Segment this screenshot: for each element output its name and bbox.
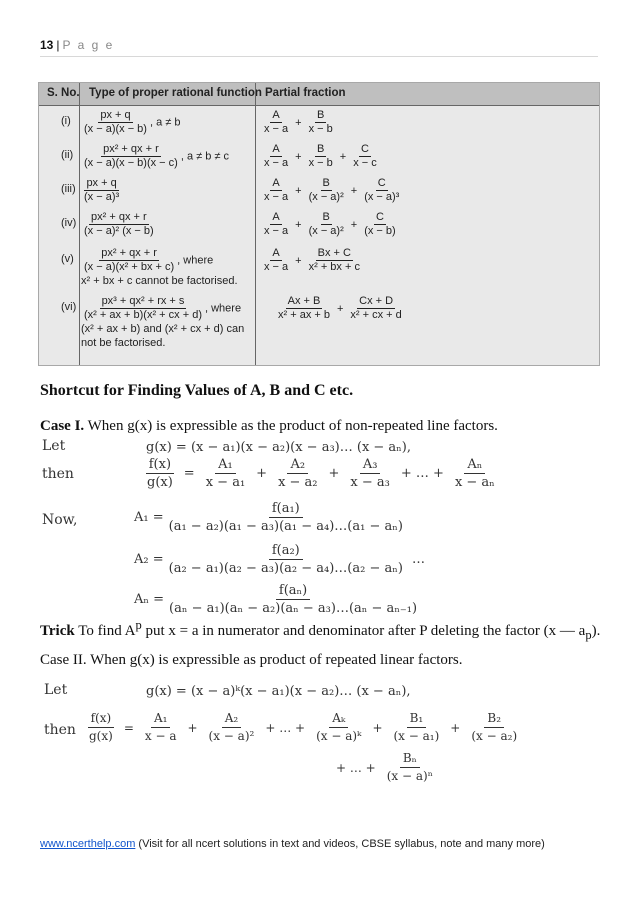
trick-text: ).	[591, 623, 601, 639]
let-expression: g(x) = (x − a)ᵏ(x − a₁)(x − a₂)… (x − aₙ),	[146, 684, 411, 699]
trick-paragraph	[40, 618, 600, 643]
col-partial: Partial fraction	[265, 87, 346, 99]
section-heading: Shortcut for Finding Values of A, B and C etc.	[40, 382, 354, 399]
pf-denominator: x − a	[264, 225, 289, 237]
An-denominator: (aₙ − a₁)(aₙ − a₂)(aₙ − a₃)…(aₙ − aₙ₋₁)	[169, 601, 418, 616]
pf-numerator: A	[272, 247, 280, 259]
numerator: px + q	[100, 109, 131, 121]
term-numerator: A₂	[222, 710, 241, 728]
header-separator: |	[56, 38, 60, 52]
pf-numerator: A	[272, 177, 280, 189]
case1-decomposition: $\frac{f(x)}{g(x)}$ = $\frac{\text{A₁}}{\text{x − a₁}}$ + $\frac{\text{A₂}}{\text{x − a₂}}$ + $\frac{\text{A₃}}{\text{x − a₃}}$ + … + $\frac{\text{Aₙ}}{\text{x − aₙ}}$	[142, 456, 500, 491]
website-link[interactable]: www.ncerthelp.com	[40, 838, 136, 850]
now-label: Now,	[42, 512, 78, 528]
condition: , where	[204, 302, 242, 315]
pf-numerator: C	[360, 143, 369, 155]
case1-paragraph	[40, 418, 498, 435]
page-footer	[40, 838, 545, 850]
pf-numerator: B	[322, 211, 330, 223]
table-divider	[79, 83, 80, 365]
case1-label: Case I.	[40, 418, 85, 434]
A2-formula	[134, 542, 425, 577]
An-numerator: f(aₙ)	[276, 582, 310, 600]
row-number: (ii)	[61, 149, 74, 161]
row-number: (iv)	[61, 217, 77, 229]
term-denominator: x − aₙ	[454, 475, 495, 490]
page-word: P a g e	[62, 38, 115, 52]
pf-numerator: A	[272, 109, 280, 121]
pf-denominator: x − a	[264, 191, 289, 203]
term-denominator: (x − a)ⁿ	[386, 769, 433, 783]
A2-numerator: f(a₂)	[269, 542, 303, 560]
denominator: (x − a)(x − b)(x − c)	[84, 157, 178, 169]
ellipsis: + … +	[400, 466, 444, 481]
lhs-denominator: g(x)	[147, 475, 173, 490]
pf-denominator: (x − a)²	[308, 225, 344, 237]
A1-lhs: A₁ =	[134, 510, 164, 525]
numerator: px³ + qx² + rx + s	[101, 295, 185, 307]
row-number: (vi)	[61, 301, 77, 313]
denominator: (x − a)² (x − b)	[84, 225, 154, 237]
term-denominator: (x − a)²	[208, 729, 255, 743]
condition: , where	[177, 254, 214, 267]
pf-denominator: x − a	[264, 261, 289, 273]
pf-numerator: C	[377, 177, 386, 189]
row-number: (i)	[61, 115, 71, 127]
term-denominator: x − a₁	[205, 475, 246, 490]
then-label: then	[44, 722, 76, 738]
pf-denominator: (x − a)²	[308, 191, 344, 203]
A1-formula	[134, 500, 408, 535]
term-numerator: B₂	[484, 710, 504, 728]
An-formula	[134, 582, 422, 617]
partial-fraction-table: S. No. Type of proper rational function Partial fraction (i) $\frac{px + q}{(x - a)(x - b)}$ , a ≠ b $\frac{A}{x - a}$ + $\frac{B}{x - b}$ (ii) $\frac{\text{px² + qx + r}}{(x - a)(x - b)(x - c)}$ , a ≠ b ≠ c $\frac{A}{x - a}$ + $\frac{B}{x - b}$ + $\frac{C}{x - c}$ (iii) $\frac{px + q}{\text{(x − a)³}}$ $\frac{A}{x - a}$ + $\frac{B}{\text{(x − a)²}}$ + $\frac{C}{\text{(x − a)³}}$ (iv) $\frac{\text{px² + qx + r}}{\text{(x − a)² (x − b)}}$ $\frac{A}{x - a}$ + $\frac{B}{\text{(x − a)²}}$ + $\frac{C}{(x - b)}$ (v) $\frac{\text{px² + qx + r}}{\text{(x − a)(x² + bx + c)}}$ , where x² + bx + c cannot be factorised. $\frac{A}{x - a}$ + $\frac{Bx + C}{\text{x² + bx + c}}$ (vi) $\frac{\text{px³ + qx² + rx + s}}{\text{(x² + ax + b)(x² + cx + d)}}$ , where (x² + ax + b) and (x² + cx + d) can not be factorised. $\frac{Ax + B}{\text{x² + ax + b}}$ + $\frac{Cx + D}{\text{x² + cx + d}}$	[38, 82, 600, 366]
pf-numerator: B	[317, 109, 325, 121]
pf-numerator: B	[317, 143, 325, 155]
A2-ellipsis: …	[411, 552, 425, 567]
pf-denominator: x − c	[353, 157, 377, 169]
pf-numerator: Cx + D	[359, 295, 394, 307]
pf-denominator: x² + cx + d	[350, 309, 402, 321]
term-numerator: Bₙ	[400, 750, 420, 768]
trick-subscript: p	[585, 628, 592, 642]
term-numerator: A₂	[287, 456, 308, 474]
term-numerator: Aₙ	[464, 456, 485, 474]
term-numerator: A₃	[360, 456, 381, 474]
denominator: (x − a)³	[84, 191, 120, 203]
term-denominator: (x − a₁)	[393, 729, 440, 743]
term-numerator: A₁	[151, 710, 170, 728]
page-header	[40, 38, 598, 57]
denominator: (x − a)(x − b)	[84, 123, 147, 135]
term-denominator: x − a₃	[350, 475, 390, 490]
let-label: Let	[42, 438, 66, 454]
pf-denominator: x − b	[308, 157, 333, 169]
A2-denominator: (a₂ − a₁)(a₂ − a₃)(a₂ − a₄)…(a₂ − aₙ)	[168, 561, 403, 576]
term-numerator: B₁	[407, 710, 427, 728]
case1-text: When g(x) is expressible as the product of non-repeated line factors.	[84, 418, 498, 434]
table-divider	[255, 83, 256, 365]
pf-numerator: A	[272, 211, 280, 223]
A1-denominator: (a₁ − a₂)(a₁ − a₃)(a₁ − a₄)…(a₁ − aₙ)	[168, 519, 403, 534]
denominator: (x² + ax + b)(x² + cx + d)	[84, 309, 202, 321]
col-type: Type of proper rational function	[89, 87, 262, 99]
A2-lhs: A₂ =	[134, 552, 164, 567]
An-lhs: Aₙ =	[134, 592, 165, 607]
case2-decomposition: $\frac{f(x)}{g(x)}$ = $\frac{\text{A₁}}{x - a}$ + $\frac{\text{A₂}}{\text{(x − a)²}}$ + … + $\frac{\text{Aₖ}}{\text{(x − a)ᵏ}}$ + $\frac{\text{B₁}}{\text{(x − a₁)}}$ + $\frac{\text{B₂}}{\text{(x − a₂)}}$	[84, 710, 522, 745]
pf-numerator: C	[375, 211, 384, 223]
row-note: x² + bx + c cannot be factorised.	[81, 275, 238, 287]
denominator: (x − a)(x² + bx + c)	[84, 261, 175, 273]
case2-paragraph: Case II. When g(x) is expressible as product of repeated linear factors.	[40, 652, 463, 668]
numerator: px + q	[86, 177, 117, 189]
trick-text: put x = a in numerator and denominator after P deleting the factor (x — a	[141, 623, 586, 639]
lhs-denominator: g(x)	[89, 729, 113, 743]
lhs-numerator: f(x)	[88, 710, 115, 728]
pf-numerator: B	[322, 177, 330, 189]
pf-denominator: (x − a)³	[364, 191, 400, 203]
term-numerator: Aₖ	[329, 710, 348, 728]
pf-denominator: x² + bx + c	[308, 261, 360, 273]
pf-denominator: x − b	[308, 123, 333, 135]
term-denominator: x − a₂	[278, 475, 318, 490]
footer-text: (Visit for all ncert solutions in text and videos, CBSE syllabus, note and many more)	[135, 838, 545, 850]
pf-numerator: A	[272, 143, 280, 155]
ellipsis: + … +	[336, 760, 376, 775]
trick-superscript: p	[135, 618, 142, 632]
pf-denominator: x − a	[264, 157, 289, 169]
pf-denominator: x² + ax + b	[278, 309, 330, 321]
numerator: px² + qx + r	[103, 143, 159, 155]
case2-continuation	[330, 750, 438, 785]
condition: , a ≠ b ≠ c	[180, 150, 229, 163]
let-expression: g(x) = (x − a₁)(x − a₂)(x − a₃)… (x − aₙ),	[146, 440, 412, 455]
let-label: Let	[44, 682, 68, 698]
pf-denominator: x − a	[264, 123, 289, 135]
ellipsis: + … +	[265, 720, 306, 735]
table-header	[39, 83, 599, 106]
term-denominator: x − a	[144, 729, 177, 743]
term-denominator: (x − a)ᵏ	[316, 729, 362, 743]
term-numerator: A₁	[215, 456, 236, 474]
page-number: 13	[40, 38, 54, 52]
numerator: px² + qx + r	[91, 211, 147, 223]
numerator: px² + qx + r	[101, 247, 157, 259]
row-note: (x² + ax + b) and (x² + cx + d) can not be factorised.	[81, 323, 245, 349]
trick-label: Trick	[40, 623, 75, 639]
trick-text: To find A	[74, 623, 136, 639]
row-number: (v)	[61, 253, 74, 265]
lhs-numerator: f(x)	[146, 456, 174, 474]
term-denominator: (x − a₂)	[471, 729, 518, 743]
condition: , a ≠ b	[149, 116, 181, 129]
pf-numerator: Bx + C	[317, 247, 351, 259]
col-sno: S. No.	[47, 87, 80, 99]
pf-denominator: (x − b)	[364, 225, 396, 237]
row-number: (iii)	[61, 183, 76, 195]
pf-numerator: Ax + B	[287, 295, 321, 307]
then-label: then	[42, 466, 74, 482]
A1-numerator: f(a₁)	[269, 500, 303, 518]
